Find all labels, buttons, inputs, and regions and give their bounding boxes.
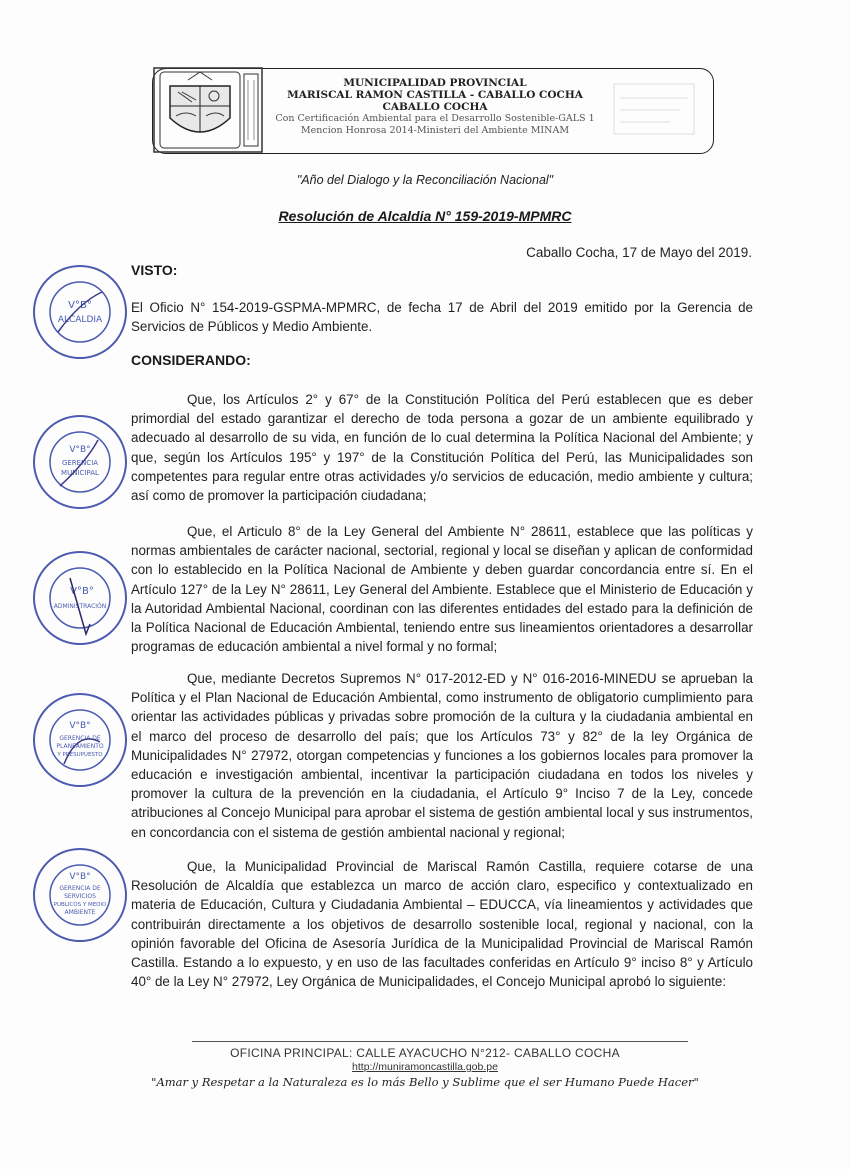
municipal-crest-icon [152,66,264,154]
stamp-amb-l3: SERVICIOS [64,893,96,900]
considerando-paragraph-4 [131,857,753,991]
stamp-gerencia-municipal [30,412,130,512]
stamp-gm-l1: V°B° [69,445,91,455]
letterhead-text [270,77,600,137]
header-line-5: Mencion Honrosa 2014-Ministeri del Ambiente MINAM [300,125,570,136]
stamp-plan-l1: V°B° [69,721,91,731]
stamp-adm-l2: ADMINISTRACIÓN [53,603,107,610]
stamp-amb-l5: AMBIENTE [64,909,96,916]
stamp-plan-l4: Y PRESUPUESTO [57,752,103,758]
stamp-alcaldia-l2: ALCALDIA [57,315,103,325]
stamp-alcaldia [30,262,130,362]
paragraph-4-text: Que, la Municipalidad Provincial de Mariscal Ramón Castilla, requiere cotarse de una Resolución de Alcaldía que establezca un marco de acción claro, especifico y contextualizado en materia de Educación, Cultura y Ciudadania Ambiental – EDUCCA, vía lineamientos y actividades que contribuirán directamente a los objetivos de desarrollo sostenible local, regional y nacional, con la opinión favorable del Oficina de Asesoría Jurídica de la Municipalidad Provincial de Mariscal Ramón Castilla. Estando a lo expuesto, y en uso de las facultades conferidas en Artículo 9° inciso 8° y Artículo 40° de la Ley N° 27972, Ley Orgánica de Municipalidades, el Concejo Municipal aprobó lo siguiente: [131,859,753,990]
stamp-planeamiento [30,690,130,790]
footer-divider [192,1041,688,1042]
faint-bleedthrough-mark [610,80,700,140]
stamp-amb-l1: V°B° [69,872,91,882]
stamp-medio-ambiente [30,845,130,945]
visto-text: El Oficio N° 154-2019-GSPMA-MPMRC, de fecha 17 de Abril del 2019 emitido por la Gerencia de Servicios de Públicos y Medio Ambiente. [131,300,753,335]
stamp-plan-l2: GERENCIA DE [59,735,101,742]
visto-heading: VISTO: [131,262,178,278]
stamp-plan-l3: PLANEAMIENTO [56,743,104,750]
footer-quote: "Amar y Respetar a la Naturaleza es lo más Bello y Sublime que el ser Humano Puede Hacer" [151,1075,699,1089]
footer-office-address: OFICINA PRINCIPAL: CALLE AYACUCHO N°212- CABALLO COCHA [230,1046,620,1060]
header-line-4: Con Certificación Ambiental para el Desarrollo Sostenible-GALS 1 [275,113,595,124]
considerando-paragraph-1 [131,390,753,505]
paragraph-2-text: Que, el Articulo 8° de la Ley General del Ambiente N° 28611, establece que las políticas y normas ambientales de carácter nacional, sectorial, regional y local se diseñan y aplican de conformidad con lo establecido en la Política Nacional de Ambiente y deben guardar concordancia entre sí. En el Artículo 127° de la Ley N° 28611, Ley General del Ambiente. Establece que el Ministerio de Educación y la Autoridad Ambiental Nacional, coordinan con las diferentes entidades del estado para la definición de la Política Nacional de Educación Ambiental, teniendo entre sus lineamientos orientadores a desarrollar programas de educación ambiental a nivel formal y no formal; [131,524,753,655]
stamp-amb-l2: GERENCIA DE [59,885,101,892]
stamp-adm-l1: V°B° [70,586,94,597]
paragraph-3-text: Que, mediante Decretos Supremos N° 017-2012-ED y N° 016-2016-MINEDU se aprueban la Política y el Plan Nacional de Educación Ambiental, como instrumento de obligatorio cumplimiento para orientar las actividades públicas y privadas sobre promoción de la cultura y la ciudadania ambiental en el marco del proceso de desarrollo del país; que los Artículos 73° y 82° de la ley Orgánica de Municipalidades N° 27972, otorgan competencias y funciones a los gobiernos locales para promover la educación e investigación ambiental, incentivar la participación ciudadana en todos los niveles y promover la cultura de la prevención en la ciudadania, el Artículo 9° Inciso 7 de la Ley, concede atribuciones al Concejo Municipal para aprobar el sistema de gestión ambiental local y sus instrumentos, en concordancia con el sistema de gestión ambiental nacional y regional; [131,671,753,840]
paragraph-1-text: Que, los Artículos 2° y 67° de la Constitución Política del Perú establecen que es deber primordial del estado garantizar el derecho de toda persona a gozar de un ambiente equilibrado y adecuado al desarrollo de su vida, en función de lo cual determina la Política Nacional del Ambiente; y que, según los Artículos 195° y 197° de la Constitución Política del Perú, las Municipalidades son competentes para regular entre otras actividades y/o servicios de educación, medio ambiente y cultura; así como de promover la participación ciudadana; [131,392,753,504]
resolution-title: Resolución de Alcaldia N° 159-2019-MPMRC [278,208,572,224]
considerando-paragraph-2 [131,522,753,656]
footer-website [0,1061,850,1073]
stamp-alcaldia-l1: V°B° [68,300,92,311]
considerando-paragraph-3 [131,669,753,842]
year-motto: "Año del Dialogo y la Reconciliación Nacional" [296,173,554,187]
date-line: Caballo Cocha, 17 de Mayo del 2019. [526,245,752,260]
stamp-gm-l3: MUNICIPAL [61,469,99,477]
stamp-gm-l2: GERENCIA [61,459,99,467]
considerando-heading: CONSIDERANDO: [131,352,251,368]
footer-website-link[interactable]: http://muniramoncastilla.gob.pe [352,1061,498,1073]
header-line-3: CABALLO COCHA [382,101,488,113]
header-line-1: MUNICIPALIDAD PROVINCIAL [343,77,527,89]
header-line-2: MARISCAL RAMON CASTILLA - CABALLO COCHA [287,89,583,101]
stamp-administracion [30,548,130,648]
stamp-amb-l4: PUBLICOS Y MEDIO [53,902,107,908]
